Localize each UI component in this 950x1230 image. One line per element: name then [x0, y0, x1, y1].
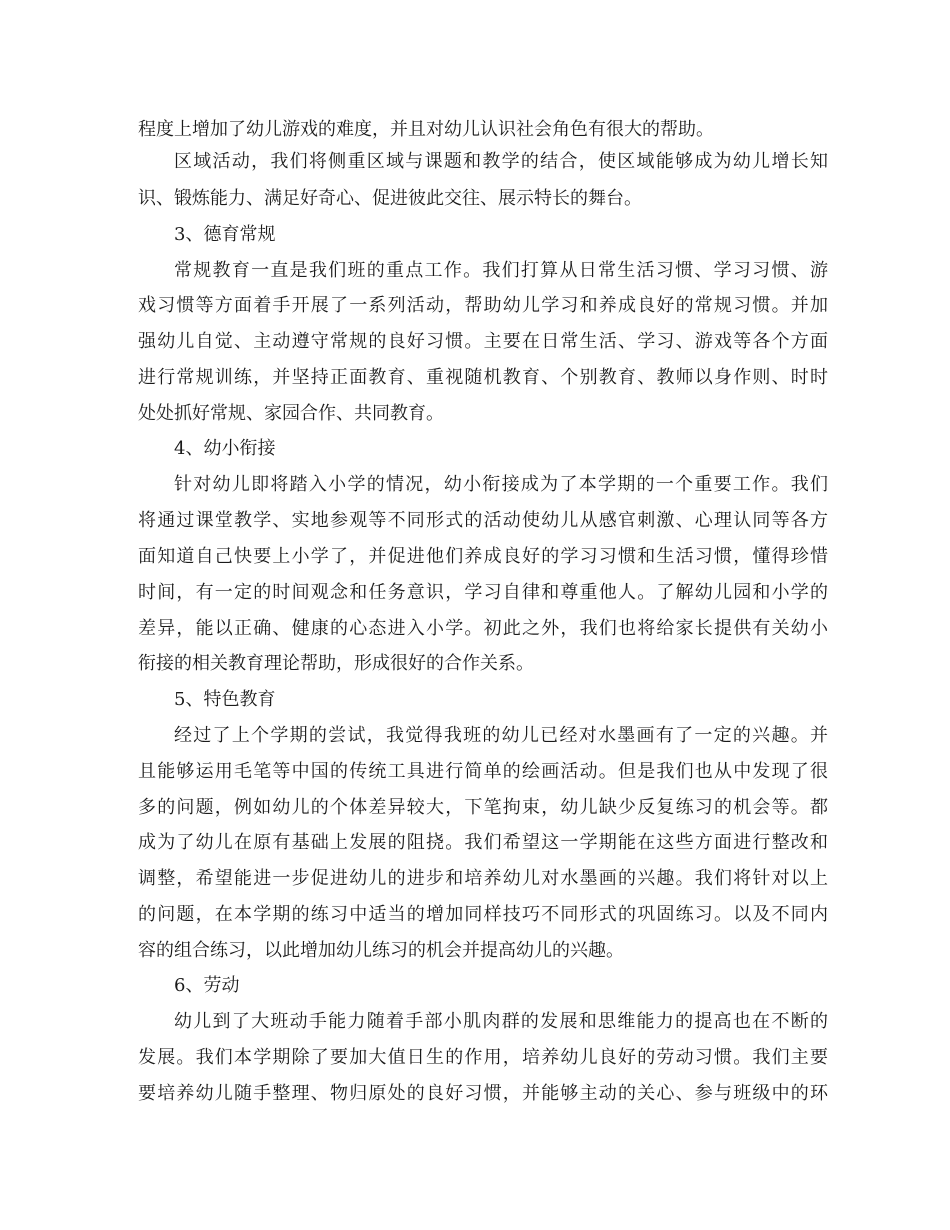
text-line: 处处抓好常规、家园合作、共同教育。 — [138, 403, 444, 424]
text-line: 针对幼儿即将踏入小学的情况，幼小衔接成为了本学期的一个重要工作。我们 — [174, 474, 828, 495]
text-line: 差异，能以正确、健康的心态进入小学。初此之外，我们也将给家长提供有关幼小 — [138, 618, 828, 639]
text-line: 区域活动，我们将侧重区域与课题和教学的结合，使区域能够成为幼儿增长知 — [174, 151, 828, 172]
text-line: 戏习惯等方面着手开展了一系列活动，帮助幼儿学习和养成良好的常规习惯。并加 — [138, 295, 828, 316]
section-heading: 4、幼小衔接 — [174, 438, 276, 459]
section-heading: 5、特色教育 — [174, 689, 276, 710]
section-heading: 6、劳动 — [174, 975, 240, 996]
text-line: 衔接的相关教育理论帮助，形成很好的合作关系。 — [138, 653, 534, 674]
text-line: 时间，有一定的时间观念和任务意识，学习自律和尊重他人。了解幼儿园和小学的 — [138, 582, 828, 603]
text-line: 将通过课堂教学、实地参观等不同形式的活动使幼儿从感官刺激、心理认同等各方 — [138, 510, 828, 531]
text-line: 常规教育一直是我们班的重点工作。我们打算从日常生活习惯、学习习惯、游 — [174, 260, 828, 281]
text-line: 且能够运用毛笔等中国的传统工具进行简单的绘画活动。但是我们也从中发现了很 — [138, 761, 828, 782]
text-line: 经过了上个学期的尝试，我觉得我班的幼儿已经对水墨画有了一定的兴趣。并 — [174, 725, 828, 746]
text-line: 调整，希望能进一步促进幼儿的进步和培养幼儿对水墨画的兴趣。我们将针对以上 — [138, 868, 828, 889]
text-line: 进行常规训练，并坚持正面教育、重视随机教育、个别教育、教师以身作则、时时 — [138, 367, 828, 388]
text-line: 面知道自己快要上小学了，并促进他们养成良好的学习习惯和生活习惯，懂得珍惜 — [138, 546, 828, 567]
text-line: 发展。我们本学期除了要加大值日生的作用，培养幼儿良好的劳动习惯。我们主要 — [138, 1047, 828, 1068]
text-line: 的问题，在本学期的练习中适当的增加同样技巧不同形式的巩固练习。以及不同内 — [138, 904, 828, 925]
text-line: 容的组合练习，以此增加幼儿练习的机会并提高幼儿的兴趣。 — [138, 940, 624, 961]
text-line: 识、锻炼能力、满足好奇心、促进彼此交往、展示特长的舞台。 — [138, 188, 642, 209]
section-heading: 3、德育常规 — [174, 224, 276, 245]
text-line: 要培养幼儿随手整理、物归原处的良好习惯，并能够主动的关心、参与班级中的环 — [138, 1083, 828, 1104]
text-line: 多的问题，例如幼儿的个体差异较大，下笔拘束，幼儿缺少反复练习的机会等。都 — [138, 797, 828, 818]
text-line: 强幼儿自觉、主动遵守常规的良好习惯。主要在日常生活、学习、游戏等各个方面 — [138, 331, 828, 352]
text-line: 程度上增加了幼儿游戏的难度，并且对幼儿认识社会角色有很大的帮助。 — [138, 119, 714, 140]
text-line: 幼儿到了大班动手能力随着手部小肌肉群的发展和思维能力的提高也在不断的 — [174, 1011, 828, 1032]
text-line: 成为了幼儿在原有基础上发展的阻挠。我们希望这一学期能在这些方面进行整改和 — [138, 832, 828, 853]
